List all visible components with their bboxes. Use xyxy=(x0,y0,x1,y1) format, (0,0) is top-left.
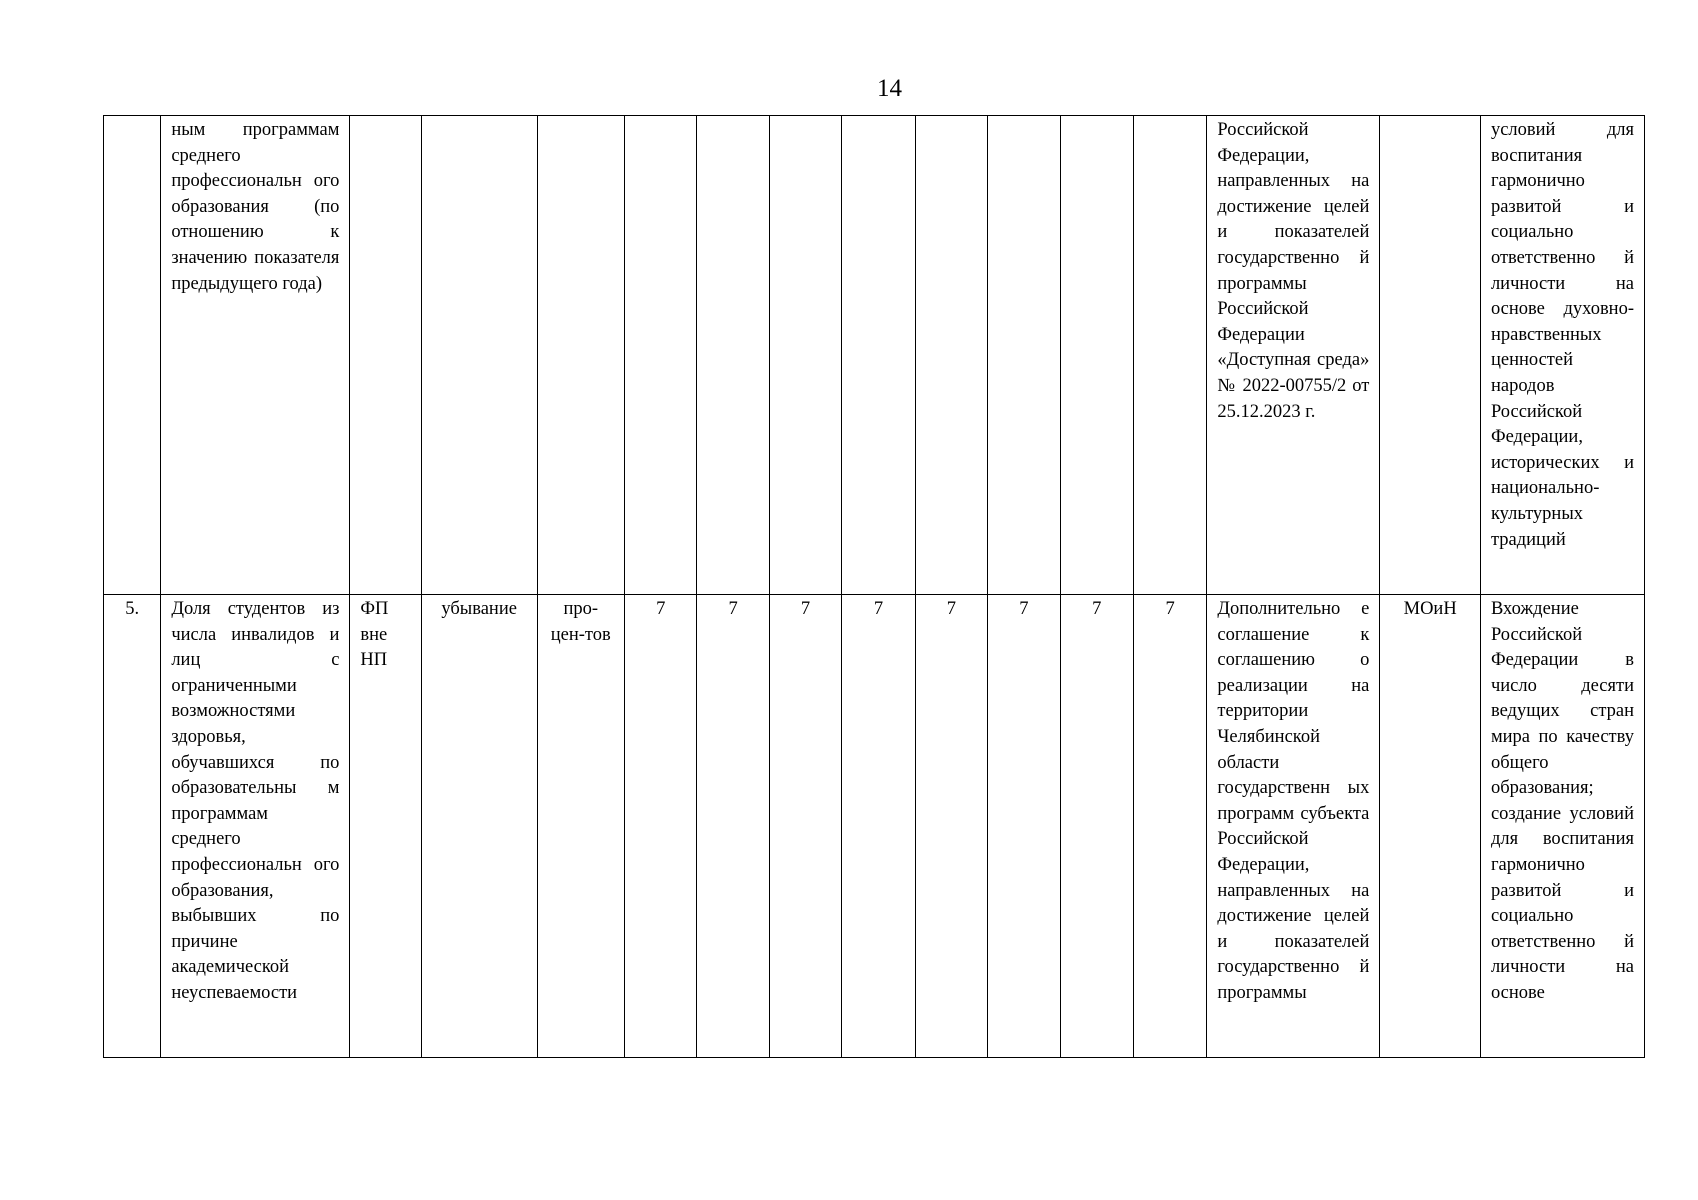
value-cell: 7 xyxy=(1060,595,1133,1058)
value-cell: 7 xyxy=(697,595,769,1058)
indicator-name-cell: ным программам среднего профессиональн ого образования (по отношению к значению показателя предыдущего года) xyxy=(161,116,350,595)
value-cell: 7 xyxy=(1133,595,1206,1058)
value-cell xyxy=(988,116,1060,595)
row-number-cell: 5. xyxy=(104,595,161,1058)
value-cell: 7 xyxy=(769,595,841,1058)
indicator-type-cell xyxy=(350,116,421,595)
unit-cell xyxy=(537,116,625,595)
indicator-type-cell: ФП вне НП xyxy=(350,595,421,1058)
goal-cell: условий для воспитания гармонично развитой и социально ответственно й личности на основе духовно-нравственных ценностей народов Российской Федерации, исторических и национально-культурных традиций xyxy=(1480,116,1644,595)
value-cell xyxy=(842,116,915,595)
value-cell xyxy=(625,116,697,595)
document-cell: Российской Федерации, направленных на достижение целей и показателей государственно й программы Российской Федерации «Доступная среда» № 2022-00755/2 от 25.12.2023 г. xyxy=(1207,116,1380,595)
value-cell: 7 xyxy=(842,595,915,1058)
value-cell xyxy=(697,116,769,595)
value-cell: 7 xyxy=(625,595,697,1058)
goal-cell: Вхождение Российской Федерации в число десяти ведущих стран мира по качеству общего образования; создание условий для воспитания гармонично развитой и социально ответственно й личности на основе xyxy=(1480,595,1644,1058)
value-cell xyxy=(1133,116,1206,595)
document-cell: Дополнительно е соглашение к соглашению о реализации на территории Челябинской области государственн ых программ субъекта Российской Федерации, направленных на достижение целей и показателей государственно й программы xyxy=(1207,595,1380,1058)
row-number-cell xyxy=(104,116,161,595)
indicators-table xyxy=(103,115,1645,1058)
page-number: 14 xyxy=(877,75,902,102)
responsible-cell xyxy=(1380,116,1481,595)
table-row xyxy=(104,595,1645,1058)
value-cell xyxy=(915,116,987,595)
value-cell xyxy=(1060,116,1133,595)
indicator-name-cell: Доля студентов из числа инвалидов и лиц с ограниченными возможностями здоровья, обучавшихся по образовательны м программам среднего профессиональн ого образования, выбывших по причине академической неуспеваемости xyxy=(161,595,350,1058)
value-cell: 7 xyxy=(915,595,987,1058)
dynamics-cell: убывание xyxy=(421,595,537,1058)
dynamics-cell xyxy=(421,116,537,595)
responsible-cell: МОиН xyxy=(1380,595,1481,1058)
unit-cell: про-цен-тов xyxy=(537,595,625,1058)
value-cell xyxy=(769,116,841,595)
table-row xyxy=(104,116,1645,595)
value-cell: 7 xyxy=(988,595,1060,1058)
